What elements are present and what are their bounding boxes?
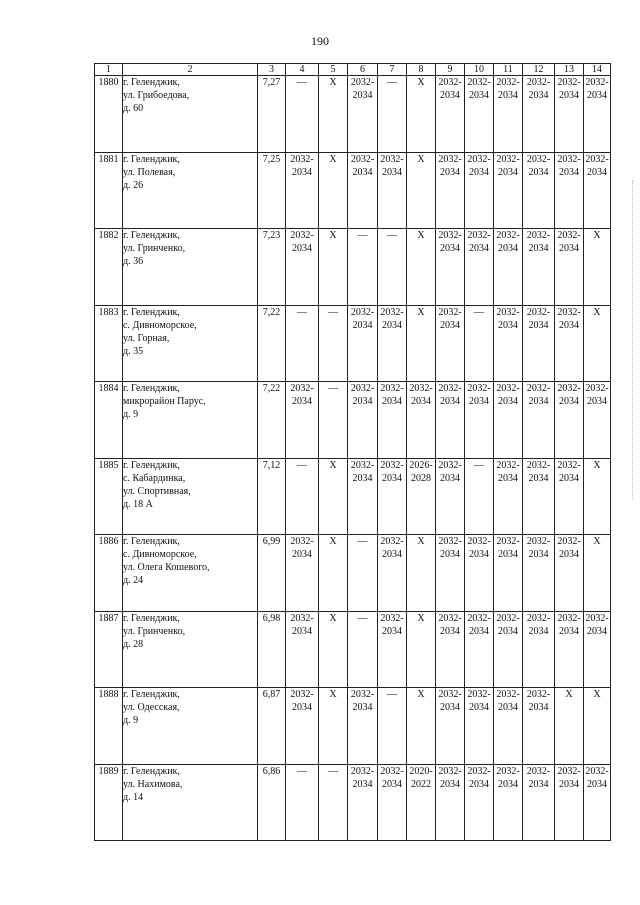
address-line: д. 14 bbox=[123, 791, 144, 803]
period-cell: 2032- 2034 bbox=[436, 229, 465, 306]
period-cell: 2032- 2034 bbox=[378, 458, 407, 535]
address-line: ул. Одесская, bbox=[123, 702, 180, 713]
period-cell: X bbox=[319, 611, 348, 688]
address-cell bbox=[123, 305, 258, 382]
period-cell: X bbox=[407, 229, 436, 306]
period-cell: 2032- 2034 bbox=[494, 535, 523, 612]
period-cell: 2032- 2034 bbox=[378, 305, 407, 382]
period-cell: X bbox=[407, 611, 436, 688]
period-cell: 2032- 2034 bbox=[286, 382, 319, 459]
period-cell: 2032- 2034 bbox=[555, 458, 584, 535]
period-cell: 2032- 2034 bbox=[494, 611, 523, 688]
period-cell: 2032- 2034 bbox=[555, 611, 584, 688]
address-line: ул. Нахимова, bbox=[123, 778, 183, 790]
address-line: с. Дивноморское, bbox=[123, 549, 197, 560]
period-cell: — bbox=[286, 458, 319, 535]
address-line: д. 9 bbox=[123, 409, 139, 420]
row-number: 1889 bbox=[95, 764, 123, 841]
period-cell: 2032- 2034 bbox=[286, 229, 319, 306]
period-cell: 2032- 2034 bbox=[523, 382, 555, 459]
address-line: г. Геленджик, bbox=[123, 306, 180, 318]
period-cell: 2032- 2034 bbox=[286, 611, 319, 688]
scan-edge-mark bbox=[632, 180, 635, 500]
score-cell: 7,25 bbox=[258, 152, 286, 229]
score-cell: 7,22 bbox=[258, 305, 286, 382]
period-cell: 2032- 2034 bbox=[378, 152, 407, 229]
period-cell: 2032- 2034 bbox=[494, 76, 523, 153]
period-cell: 2032- 2034 bbox=[348, 458, 378, 535]
period-cell: 2032- 2034 bbox=[348, 688, 378, 765]
period-cell: — bbox=[465, 305, 494, 382]
address-line: ул. Горная, bbox=[123, 332, 170, 344]
period-cell: 2032- 2034 bbox=[286, 688, 319, 765]
address-line: д. 60 bbox=[123, 103, 144, 114]
period-cell: 2032- 2034 bbox=[348, 152, 378, 229]
period-cell: 2032- 2034 bbox=[584, 382, 611, 459]
column-header: 12 bbox=[523, 64, 555, 76]
column-header: 3 bbox=[258, 64, 286, 76]
period-cell: 2032- 2034 bbox=[523, 458, 555, 535]
period-cell: — bbox=[348, 535, 378, 612]
score-cell: 7,23 bbox=[258, 229, 286, 306]
period-cell: 2032- 2034 bbox=[494, 229, 523, 306]
column-header: 10 bbox=[465, 64, 494, 76]
address-line: д. 18 А bbox=[123, 498, 153, 510]
row-number: 1883 bbox=[95, 305, 123, 382]
period-cell: 2032- 2034 bbox=[555, 229, 584, 306]
address-line: д. 9 bbox=[123, 715, 139, 726]
column-header: 1 bbox=[95, 64, 123, 76]
row-number: 1887 bbox=[95, 611, 123, 688]
period-cell: 2032- 2034 bbox=[465, 229, 494, 306]
column-header: 2 bbox=[123, 64, 258, 76]
period-cell: X bbox=[584, 688, 611, 765]
period-cell: 2032- 2034 bbox=[494, 458, 523, 535]
address-line: г. Геленджик, bbox=[123, 383, 180, 394]
score-cell: 7,22 bbox=[258, 382, 286, 459]
address-cell bbox=[123, 535, 258, 612]
table-row bbox=[95, 688, 611, 765]
period-cell: 2032- 2034 bbox=[555, 76, 584, 153]
address-cell bbox=[123, 152, 258, 229]
period-cell: — bbox=[348, 229, 378, 306]
period-cell: 2032- 2034 bbox=[407, 382, 436, 459]
address-cell bbox=[123, 382, 258, 459]
period-cell: 2032- 2034 bbox=[494, 688, 523, 765]
period-cell: 2032- 2034 bbox=[436, 764, 465, 841]
period-cell: 2032- 2034 bbox=[348, 764, 378, 841]
column-number-row bbox=[95, 64, 611, 76]
period-cell: — bbox=[378, 688, 407, 765]
period-cell: X bbox=[319, 229, 348, 306]
period-cell: 2032- 2034 bbox=[348, 76, 378, 153]
period-cell: X bbox=[584, 458, 611, 535]
period-cell: 2032- 2034 bbox=[494, 305, 523, 382]
table-row bbox=[95, 229, 611, 306]
period-cell: 2032- 2034 bbox=[523, 764, 555, 841]
score-cell: 6,87 bbox=[258, 688, 286, 765]
address-line: г. Геленджик, bbox=[123, 765, 180, 777]
address-line: г. Геленджик, bbox=[123, 612, 180, 624]
period-cell: 2032- 2034 bbox=[436, 611, 465, 688]
period-cell: 2032- 2034 bbox=[436, 152, 465, 229]
row-number: 1886 bbox=[95, 535, 123, 612]
period-cell: 2032- 2034 bbox=[555, 535, 584, 612]
period-cell: — bbox=[378, 76, 407, 153]
row-number: 1880 bbox=[95, 76, 123, 153]
page-number: 190 bbox=[311, 34, 329, 48]
address-line: д. 26 bbox=[123, 179, 144, 191]
address-line: д. 28 bbox=[123, 638, 144, 650]
period-cell: 2032- 2034 bbox=[584, 611, 611, 688]
period-cell: 2032- 2034 bbox=[436, 535, 465, 612]
address-line: с. Дивноморское, bbox=[123, 319, 197, 331]
address-line: д. 35 bbox=[123, 345, 144, 357]
period-cell: 2032- 2034 bbox=[523, 305, 555, 382]
period-cell: 2026- 2028 bbox=[407, 458, 436, 535]
period-cell: X bbox=[584, 535, 611, 612]
period-cell: 2032- 2034 bbox=[555, 305, 584, 382]
address-line: д. 24 bbox=[123, 575, 144, 586]
period-cell: 2032- 2034 bbox=[465, 152, 494, 229]
column-header: 7 bbox=[378, 64, 407, 76]
period-cell: 2032- 2034 bbox=[465, 764, 494, 841]
period-cell: X bbox=[319, 688, 348, 765]
period-cell: X bbox=[319, 535, 348, 612]
period-cell: 2032- 2034 bbox=[378, 764, 407, 841]
period-cell: — bbox=[465, 458, 494, 535]
period-cell: 2032- 2034 bbox=[286, 152, 319, 229]
table-row bbox=[95, 382, 611, 459]
period-cell: 2032- 2034 bbox=[348, 382, 378, 459]
table-row bbox=[95, 152, 611, 229]
period-cell: 2032- 2034 bbox=[523, 152, 555, 229]
period-cell: — bbox=[348, 611, 378, 688]
address-line: ул. Олега Кошевого, bbox=[123, 562, 210, 573]
period-cell: 2032- 2034 bbox=[523, 688, 555, 765]
row-number: 1881 bbox=[95, 152, 123, 229]
period-cell: 2032- 2034 bbox=[555, 152, 584, 229]
address-line: ул. Гринченко, bbox=[123, 625, 186, 637]
period-cell: 2032- 2034 bbox=[436, 382, 465, 459]
address-cell bbox=[123, 229, 258, 306]
period-cell: — bbox=[319, 305, 348, 382]
address-cell bbox=[123, 764, 258, 841]
period-cell: — bbox=[319, 382, 348, 459]
table-row bbox=[95, 458, 611, 535]
period-cell: 2032- 2034 bbox=[584, 152, 611, 229]
address-line: г. Геленджик, bbox=[123, 689, 180, 700]
period-cell: 2032- 2034 bbox=[494, 382, 523, 459]
period-cell: 2032- 2034 bbox=[378, 611, 407, 688]
column-header: 13 bbox=[555, 64, 584, 76]
period-cell: — bbox=[286, 764, 319, 841]
address-cell bbox=[123, 611, 258, 688]
address-cell bbox=[123, 458, 258, 535]
score-cell: 7,12 bbox=[258, 458, 286, 535]
table-row bbox=[95, 305, 611, 382]
period-cell: 2032- 2034 bbox=[378, 535, 407, 612]
period-cell: X bbox=[319, 458, 348, 535]
period-cell: X bbox=[407, 535, 436, 612]
column-header: 8 bbox=[407, 64, 436, 76]
period-cell: 2032- 2034 bbox=[436, 305, 465, 382]
row-number: 1888 bbox=[95, 688, 123, 765]
address-cell bbox=[123, 688, 258, 765]
row-number: 1884 bbox=[95, 382, 123, 459]
address-line: г. Геленджик, bbox=[123, 77, 180, 88]
address-line: с. Кабардинка, bbox=[123, 472, 186, 484]
address-line: ул. Спортивная, bbox=[123, 485, 191, 497]
period-cell: 2032- 2034 bbox=[465, 76, 494, 153]
score-cell: 6,99 bbox=[258, 535, 286, 612]
period-cell: — bbox=[286, 76, 319, 153]
period-cell: X bbox=[584, 229, 611, 306]
table-row bbox=[95, 611, 611, 688]
period-cell: 2032- 2034 bbox=[584, 76, 611, 153]
period-cell: 2032- 2034 bbox=[494, 764, 523, 841]
address-line: г. Геленджик, bbox=[123, 459, 180, 471]
address-line: микрорайон Парус, bbox=[123, 396, 206, 407]
table-row bbox=[95, 76, 611, 153]
period-cell: 2032- 2034 bbox=[523, 535, 555, 612]
period-cell: X bbox=[407, 305, 436, 382]
column-header: 9 bbox=[436, 64, 465, 76]
period-cell: 2032- 2034 bbox=[436, 76, 465, 153]
score-cell: 6,86 bbox=[258, 764, 286, 841]
table-body bbox=[95, 76, 611, 841]
address-line: ул. Грибоедова, bbox=[123, 90, 190, 101]
column-header: 4 bbox=[286, 64, 319, 76]
period-cell: 2032- 2034 bbox=[286, 535, 319, 612]
period-cell: — bbox=[378, 229, 407, 306]
period-cell: 2032- 2034 bbox=[555, 382, 584, 459]
table-row bbox=[95, 764, 611, 841]
period-cell: 2020- 2022 bbox=[407, 764, 436, 841]
period-cell: X bbox=[407, 152, 436, 229]
address-line: г. Геленджик, bbox=[123, 153, 180, 165]
row-number: 1885 bbox=[95, 458, 123, 535]
period-cell: 2032- 2034 bbox=[555, 764, 584, 841]
period-cell: 2032- 2034 bbox=[465, 688, 494, 765]
address-line: г. Геленджик, bbox=[123, 536, 180, 547]
column-header: 14 bbox=[584, 64, 611, 76]
period-cell: X bbox=[555, 688, 584, 765]
address-line: ул. Гринченко, bbox=[123, 243, 186, 254]
table-row bbox=[95, 535, 611, 612]
row-number: 1882 bbox=[95, 229, 123, 306]
period-cell: 2032- 2034 bbox=[436, 688, 465, 765]
period-cell: — bbox=[319, 764, 348, 841]
address-line: д. 36 bbox=[123, 256, 144, 267]
period-cell: 2032- 2034 bbox=[378, 382, 407, 459]
period-cell: 2032- 2034 bbox=[348, 305, 378, 382]
period-cell: — bbox=[286, 305, 319, 382]
period-cell: X bbox=[584, 305, 611, 382]
period-cell: X bbox=[407, 76, 436, 153]
column-header: 11 bbox=[494, 64, 523, 76]
period-cell: 2032- 2034 bbox=[523, 229, 555, 306]
period-cell: X bbox=[407, 688, 436, 765]
period-cell: 2032- 2034 bbox=[523, 611, 555, 688]
address-cell bbox=[123, 76, 258, 153]
period-cell: 2032- 2034 bbox=[465, 382, 494, 459]
period-cell: 2032- 2034 bbox=[465, 611, 494, 688]
score-cell: 6,98 bbox=[258, 611, 286, 688]
period-cell: 2032- 2034 bbox=[584, 764, 611, 841]
period-cell: 2032- 2034 bbox=[436, 458, 465, 535]
housing-register-table bbox=[94, 63, 611, 841]
period-cell: 2032- 2034 bbox=[465, 535, 494, 612]
period-cell: 2032- 2034 bbox=[523, 76, 555, 153]
column-header: 5 bbox=[319, 64, 348, 76]
period-cell: 2032- 2034 bbox=[494, 152, 523, 229]
period-cell: X bbox=[319, 152, 348, 229]
address-line: г. Геленджик, bbox=[123, 230, 180, 241]
score-cell: 7,27 bbox=[258, 76, 286, 153]
period-cell: X bbox=[319, 76, 348, 153]
column-header: 6 bbox=[348, 64, 378, 76]
address-line: ул. Полевая, bbox=[123, 166, 176, 178]
